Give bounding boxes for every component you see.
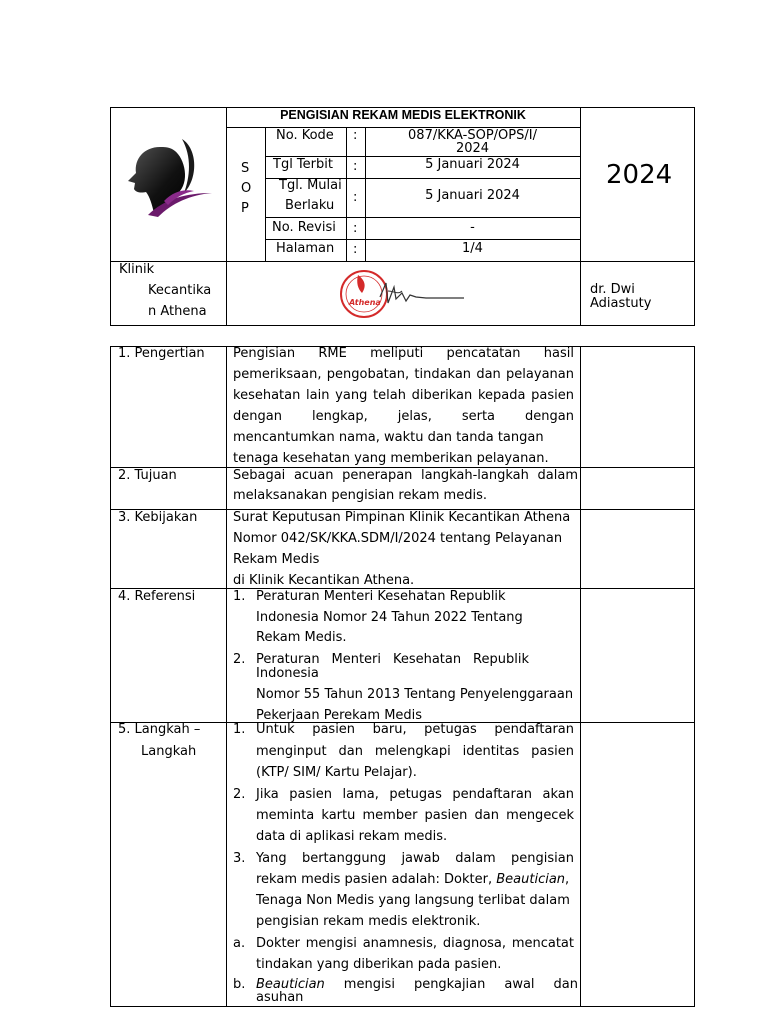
clinic-logo — [124, 135, 216, 220]
colon: : — [353, 190, 358, 205]
langkah-line: pengisian rekam medis elektronik. — [256, 914, 481, 929]
section-label-langkah-line2: Langkah — [141, 744, 197, 759]
label-no-revisi: No. Revisi — [272, 220, 336, 235]
langkah-num: 1. — [233, 722, 246, 737]
kebijakan-line: Rekam Medis — [233, 552, 320, 567]
value-halaman: 1/4 — [462, 241, 483, 256]
referensi-line: Nomor 55 Tahun 2013 Tentang Penyelenggaraan — [256, 687, 574, 702]
pengertian-line: pemeriksaan, pengobatan, tindakan dan pelayanan — [233, 367, 574, 382]
value-tgl-mulai: 5 Januari 2024 — [425, 188, 520, 203]
pengertian-line: tenaga kesehatan yang memberikan pelayanan. — [233, 451, 549, 466]
document-title: PENGISIAN REKAM MEDIS ELEKTRONIK — [280, 108, 526, 122]
colon: : — [353, 159, 358, 174]
value-no-kode-line2: 2024 — [455, 141, 490, 156]
langkah-line: rekam medis pasien adalah: Dokter, Beautician, — [256, 872, 570, 887]
clinic-name-line1: Klinik — [119, 262, 155, 277]
langkah-line: menginput dan melengkapi identitas pasien — [256, 744, 574, 759]
kebijakan-line: Nomor 042/SK/KKA.SDM/I/2024 tentang Pelayanan — [233, 531, 563, 546]
langkah-line: Beautician mengisi pengkajian awal dan — [256, 977, 578, 992]
pengertian-line: mencantumkan nama, waktu dan tanda tangan — [233, 430, 544, 445]
langkah-line: (KTP/ SIM/ Kartu Pelajar). — [256, 765, 417, 780]
doctor-name-line1: dr. Dwi — [590, 282, 635, 297]
section-label-kebijakan: 3. Kebijakan — [118, 510, 198, 525]
colon: : — [353, 221, 358, 236]
doctor-name-line2: Adiastuty — [590, 296, 652, 311]
label-halaman: Halaman — [276, 241, 335, 256]
langkah-line: Untuk pasien baru, petugas pendaftaran — [256, 722, 574, 737]
signature-stamp — [336, 267, 470, 321]
label-tgl-mulai-line2: Berlaku — [285, 198, 335, 213]
label-tgl-terbit: Tgl Terbit — [273, 157, 333, 172]
label-no-kode: No. Kode — [276, 128, 334, 143]
langkah-line: meminta kartu member pasien dan mengecek — [256, 808, 574, 823]
tujuan-line: melaksanakan pengisian rekam medis. — [233, 488, 487, 503]
referensi-line: Rekam Medis. — [256, 630, 347, 645]
referensi-line: Pekerjaan Perekam Medis — [256, 708, 423, 723]
kebijakan-line: Surat Keputusan Pimpinan Klinik Kecantikan Athena — [233, 510, 571, 525]
pengertian-line: dengan lengkap, jelas, serta dengan — [233, 409, 574, 424]
langkah-line: Yang bertanggung jawab dalam pengisian — [256, 851, 574, 866]
section-label-referensi: 4. Referensi — [118, 589, 196, 604]
langkah-line: Jika pasien lama, petugas pendaftaran akan — [256, 787, 574, 802]
langkah-line: tindakan yang diberikan pada pasien. — [256, 957, 502, 972]
tujuan-line: Sebagai acuan penerapan langkah-langkah dalam — [233, 468, 578, 483]
value-no-kode-line1: 087/KKA-SOP/OPS/I/ — [408, 128, 537, 143]
referensi-line: Peraturan Menteri Kesehatan Republik — [256, 652, 529, 667]
label-tgl-mulai-line1: Tgl. Mulai — [279, 178, 342, 193]
langkah-line: Tenaga Non Medis yang langsung terlibat dalam — [256, 893, 570, 908]
pengertian-line: kesehatan lain yang telah diberikan kepada pasien — [233, 388, 574, 403]
langkah-line: Dokter mengisi anamnesis, diagnosa, mencatat — [256, 936, 574, 951]
referensi-num: 1. — [233, 589, 246, 604]
kebijakan-line: di Klinik Kecantikan Athena. — [233, 573, 415, 588]
section-label-langkah-line1: 5. Langkah – — [118, 722, 201, 737]
referensi-line: Indonesia — [256, 666, 319, 681]
value-tgl-terbit: 5 Januari 2024 — [425, 157, 520, 172]
year-label: 2024 — [606, 160, 673, 190]
pengertian-line: Pengisian RME meliputi pencatatan hasil — [233, 346, 574, 361]
referensi-num: 2. — [233, 652, 246, 667]
langkah-num: a. — [233, 936, 246, 951]
referensi-line: Indonesia Nomor 24 Tahun 2022 Tentang — [256, 610, 523, 625]
colon: : — [353, 128, 358, 143]
langkah-line: asuhan — [256, 990, 304, 1005]
stamp-text: Athena — [349, 298, 381, 307]
langkah-num: 3. — [233, 851, 246, 866]
langkah-num: b. — [233, 977, 246, 992]
referensi-line: Peraturan Menteri Kesehatan Republik — [256, 589, 506, 604]
clinic-name-line2: Kecantika — [148, 283, 212, 298]
clinic-name-line3: n Athena — [148, 304, 207, 319]
section-label-pengertian: 1. Pengertian — [118, 346, 205, 361]
sop-letter-s: S — [241, 161, 250, 176]
sop-letter-p: P — [241, 201, 249, 216]
colon: : — [353, 242, 358, 257]
section-label-tujuan: 2. Tujuan — [118, 468, 177, 483]
sop-letter-o: O — [241, 181, 252, 196]
langkah-num: 2. — [233, 787, 246, 802]
langkah-line: data di aplikasi rekam medis. — [256, 829, 448, 844]
value-no-revisi: - — [470, 220, 475, 235]
